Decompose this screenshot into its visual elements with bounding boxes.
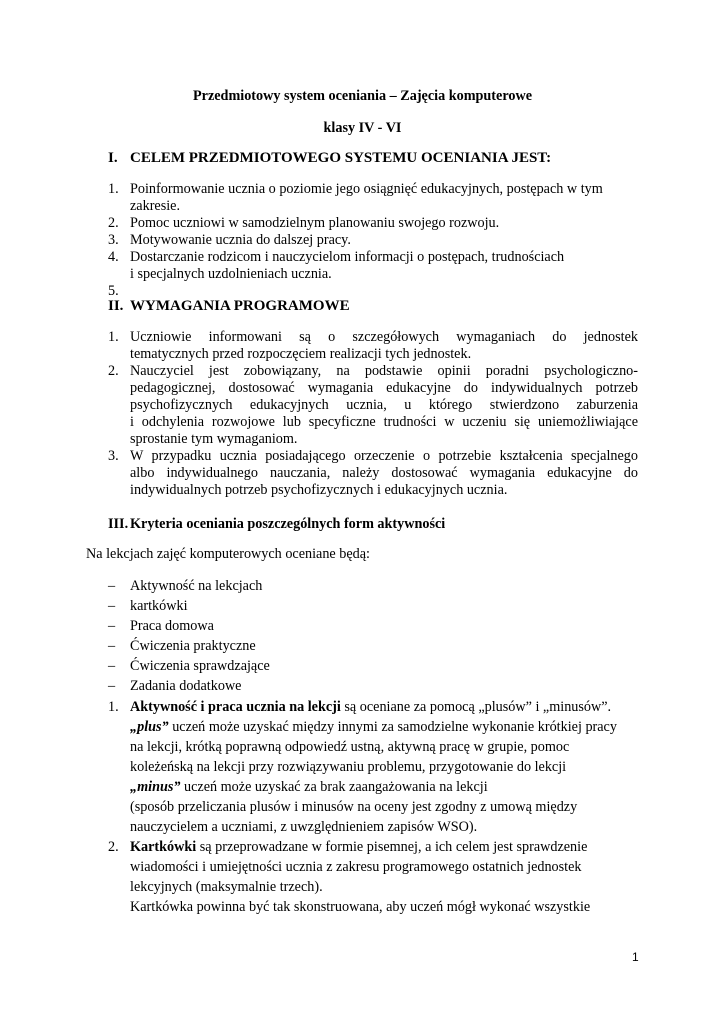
- s2-item-2-line: i odchylenia rozwojowe lub specyficzne trudności w uczeniu się uniemożliwiające: [130, 414, 638, 430]
- list-item: Zadania dodatkowe: [130, 678, 242, 694]
- dash-bullet: –: [108, 678, 116, 694]
- s1-item-1-number: 1.: [108, 181, 119, 197]
- s3-item-2-number: 2.: [108, 839, 119, 855]
- s3-item-1-line: na lekcji, krótką poprawną odpowiedź ustną, aktywną pracę w grupie, pomoc: [130, 739, 570, 755]
- list-item: Ćwiczenia sprawdzające: [130, 658, 270, 674]
- s2-item-3-line: indywidualnych potrzeb psychofizycznych i edukacyjnych ucznia.: [130, 482, 508, 498]
- s3-item-1-note-line: nauczycielem a uczniami, z uwzględnieniem zapisów WSO).: [130, 819, 478, 835]
- document-title: Przedmiotowy system oceniania – Zajęcia komputerowe: [193, 88, 532, 104]
- s1-item-4-line: i specjalnych uzdolnieniach ucznia.: [130, 266, 332, 282]
- s3-item-2-line: lekcyjnych (maksymalnie trzech).: [130, 879, 323, 895]
- dash-bullet: –: [108, 578, 116, 594]
- dash-bullet: –: [108, 638, 116, 654]
- s1-item-1-line: zakresie.: [130, 198, 181, 214]
- dash-bullet: –: [108, 658, 116, 674]
- list-item: Praca domowa: [130, 618, 214, 634]
- bold-lead: Kartkówki: [130, 839, 197, 855]
- s2-item-3-number: 3.: [108, 448, 119, 464]
- plus-rest: uczeń może uzyskać między innymi za samodzielne wykonanie krótkiej pracy: [168, 719, 617, 735]
- s1-item-2-line: Pomoc uczniowi w samodzielnym planowaniu swojego rozwoju.: [130, 215, 500, 231]
- s1-item-2-number: 2.: [108, 215, 119, 231]
- s3-item-2-lead-line: [130, 839, 587, 856]
- dash-bullet: –: [108, 618, 116, 634]
- section-2-number: II.: [108, 298, 124, 314]
- s2-item-3-line: albo indywidualnego nauczania, należy dostosować wymagania edukacyjne do: [130, 465, 638, 481]
- bold-lead: Aktywność i praca ucznia na lekcji: [130, 699, 341, 715]
- s3-item-1-number: 1.: [108, 699, 119, 715]
- minus-rest: uczeń może uzyskać za brak zaangażowania na lekcji: [180, 779, 488, 795]
- minus-label: „minus”: [130, 779, 181, 795]
- s2-item-3-line: W przypadku ucznia posiadającego orzeczenie o potrzebie kształcenia specjalnego: [130, 448, 638, 464]
- section-3-intro: Na lekcjach zajęć komputerowych oceniane będą:: [86, 546, 370, 562]
- list-item: Ćwiczenia praktyczne: [130, 638, 256, 654]
- s2-item-2-line: Nauczyciel jest zobowiązany, na podstawie opinii poradni psychologiczno-: [130, 363, 638, 379]
- s2-item-2-number: 2.: [108, 363, 119, 379]
- s2-item-2-line: psychofizycznych edukacyjnych ucznia, u którego stwierdzono zaburzenia: [130, 397, 638, 413]
- s2-item-1-number: 1.: [108, 329, 119, 345]
- page-number: 1: [632, 950, 639, 964]
- plus-label: „plus”: [130, 719, 169, 735]
- s2-item-2-line: pedagogicznej, dostosować wymagania edukacyjne do indywidualnych potrzeb: [130, 380, 638, 396]
- s1-item-3-number: 3.: [108, 232, 119, 248]
- s1-item-1-line: Poinformowanie ucznia o poziomie jego osiągnięć edukacyjnych, postępach w tym: [130, 181, 603, 197]
- list-item: Aktywność na lekcjach: [130, 578, 263, 594]
- section-3-number: III.: [108, 516, 129, 532]
- lead-rest: są przeprowadzane w formie pisemnej, a ich celem jest sprawdzenie: [196, 839, 588, 855]
- s3-item-2-line: wiadomości i umiejętności ucznia z zakresu programowego ostatnich jednostek: [130, 859, 582, 875]
- s1-item-4-line: Dostarczanie rodzicom i nauczycielom informacji o postępach, trudnościach: [130, 249, 565, 265]
- s3-item-1-plus-line: [130, 719, 617, 736]
- s3-item-1-note-line: (sposób przeliczania plusów i minusów na oceny jest zgodny z umową między: [130, 799, 578, 815]
- s3-item-1-minus-line: [130, 779, 488, 796]
- section-3-heading: Kryteria oceniania poszczególnych form aktywności: [130, 516, 446, 532]
- s3-item-1-line: koleżeńską na lekcji przy rozwiązywaniu problemu, przygotowanie do lekcji: [130, 759, 567, 775]
- dash-bullet: –: [108, 598, 116, 614]
- s1-item-3-line: Motywowanie ucznia do dalszej pracy.: [130, 232, 351, 248]
- section-2-heading: WYMAGANIA PROGRAMOWE: [130, 298, 350, 314]
- section-1-heading: CELEM PRZEDMIOTOWEGO SYSTEMU OCENIANIA JEST:: [130, 150, 552, 166]
- s2-item-1-line: Uczniowie informowani są o szczegółowych wymaganiach do jednostek: [130, 329, 638, 345]
- s1-item-5-number: 5.: [108, 283, 119, 299]
- document-subtitle: klasy IV - VI: [323, 120, 402, 136]
- s2-item-1-line: tematycznych przed rozpoczęciem realizacji tych jednostek.: [130, 346, 472, 362]
- s1-item-4-number: 4.: [108, 249, 119, 265]
- s2-item-2-line: sprostanie tym wymaganiom.: [130, 431, 298, 447]
- s3-item-2-line: Kartkówka powinna być tak skonstruowana, aby uczeń mógł wykonać wszystkie: [130, 899, 591, 915]
- lead-rest: są oceniane za pomocą „plusów” i „minusów”.: [340, 699, 612, 715]
- list-item: kartkówki: [130, 598, 188, 614]
- section-1-number: I.: [108, 150, 118, 166]
- s3-item-1-lead-line: [130, 699, 611, 716]
